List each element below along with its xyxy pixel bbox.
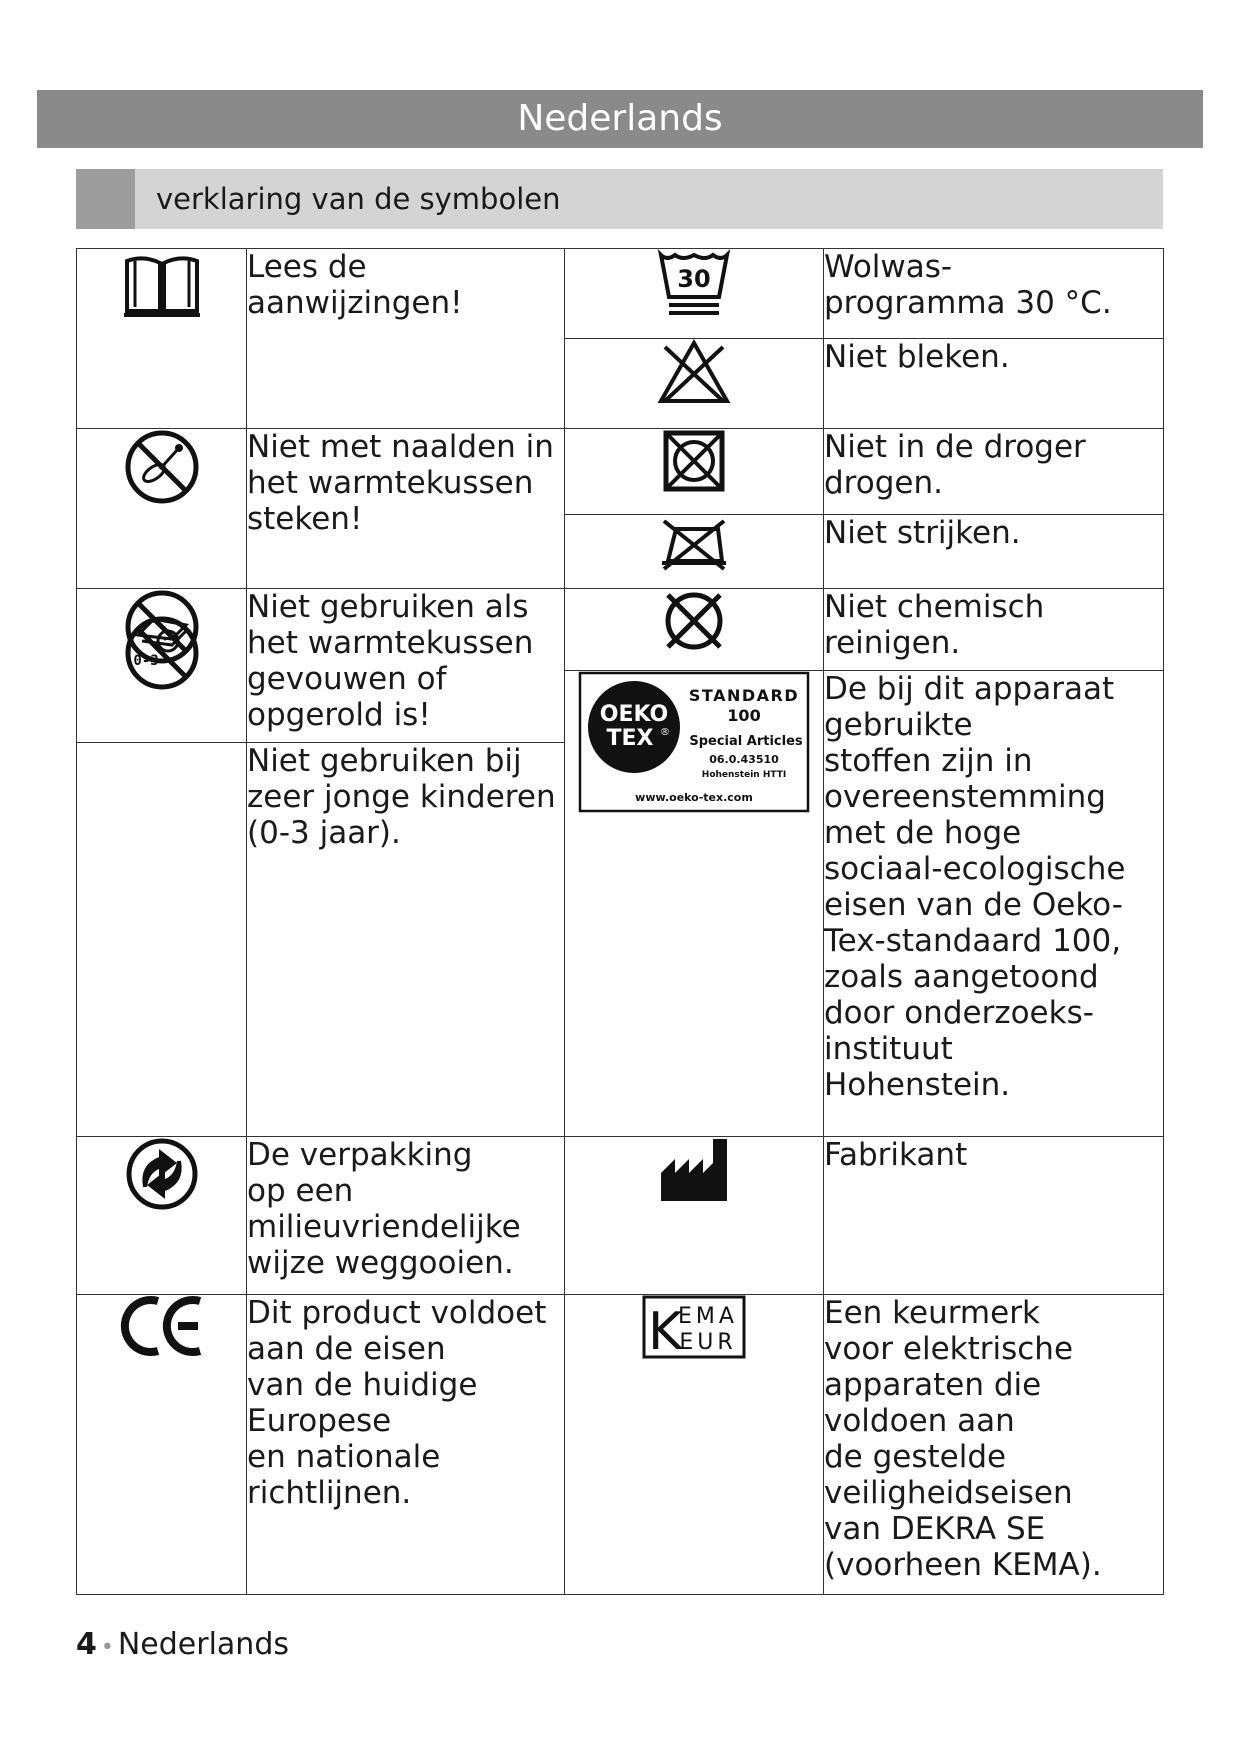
packaging-text: De verpakking op een milieuvriendelijke wijze weggooien. [247, 1137, 565, 1295]
oeko-tex-text: De bij dit apparaat gebruikte stoffen zijn in overeenstemming met de hoge sociaal-ecologische eisen van de Oeko- Tex-standaard 100, zoals aangetoond door onderzoeks- instituut Hohenstein. [824, 671, 1164, 1137]
ce-text: Dit product voldoet aan de eisen van de huidige Europese en nationale richtlijnen. [247, 1295, 565, 1595]
green-dot-recycle-icon [125, 1155, 199, 1191]
no-needles-icon [124, 448, 200, 484]
svg-text:0-3: 0-3 [132, 653, 159, 669]
no-dry-clean-icon-cell [565, 589, 824, 671]
wash-tub-30-icon [657, 266, 731, 302]
no-children-text: Niet gebruiken bij zeer jonge kinderen (0-3 jaar). [247, 743, 565, 1137]
svg-text:STANDARD: STANDARD [688, 686, 800, 705]
svg-text:OEKO: OEKO [599, 702, 669, 727]
no-bleach-icon-cell [565, 339, 824, 429]
kema-keur-icon [642, 1302, 746, 1359]
section-header [76, 169, 1163, 229]
page-number: 4 [76, 1627, 97, 1662]
read-instructions-icon-cell [77, 249, 247, 429]
svg-text:www.oeko-tex.com: www.oeko-tex.com [635, 791, 753, 804]
no-needles-text: Niet met naalden in het warmtekussen steken! [247, 429, 565, 589]
no-needles-icon-cell [77, 429, 247, 589]
oeko-tex-logo-icon [578, 686, 810, 804]
no-bleach-text: Niet bleken. [824, 339, 1164, 429]
svg-text:100: 100 [727, 706, 761, 725]
no-children-icon [124, 634, 200, 670]
svg-text:®: ® [660, 727, 670, 738]
page-footer [76, 1627, 289, 1662]
footer-language: Nederlands [117, 1627, 289, 1662]
kema-text: Een keurmerk voor elektrische apparaten die voldoen aan de gestelde veiligheidseisen van DEKRA SE (voorheen KEMA). [824, 1295, 1164, 1595]
no-iron-icon-cell [565, 515, 824, 589]
section-marker [76, 169, 135, 229]
svg-text:TEX: TEX [606, 726, 654, 751]
section-title: verklaring van de symbolen [156, 182, 561, 216]
no-children-icon-cell [77, 653, 247, 1137]
no-dryer-text: Niet in de droger drogen. [824, 429, 1164, 515]
manufacturer-icon-cell [565, 1137, 824, 1295]
svg-text:Special Articles: Special Articles [689, 734, 803, 749]
svg-text:EMA: EMA [678, 1304, 738, 1329]
no-iron-icon [658, 524, 730, 560]
manufacturer-text: Fabrikant [824, 1137, 1164, 1295]
svg-text:K: K [648, 1302, 683, 1359]
svg-text:EUR: EUR [679, 1330, 737, 1355]
svg-text:30: 30 [677, 265, 711, 293]
no-dry-clean-icon [660, 602, 728, 638]
read-instructions-text: Lees de aanwijzingen! [247, 249, 565, 429]
no-bleach-icon [657, 354, 731, 390]
no-tumble-dry-icon [660, 442, 728, 478]
ce-icon-cell [77, 1295, 247, 1595]
footer-separator: • [100, 1635, 114, 1660]
packaging-icon-cell [77, 1137, 247, 1295]
kema-icon-cell [565, 1295, 824, 1595]
ce-mark-icon [120, 1307, 204, 1343]
no-iron-text: Niet strijken. [824, 515, 1164, 589]
oeko-tex-icon-cell [565, 671, 824, 1137]
book-icon [122, 265, 202, 301]
language-header: Nederlands [37, 90, 1203, 148]
wool-wash-icon-cell [565, 249, 824, 339]
no-dry-clean-text: Niet chemisch reinigen. [824, 589, 1164, 671]
symbols-table [76, 248, 1164, 1595]
no-folded-text: Niet gebruiken als het warmtekussen gevouwen of opgerold is! [247, 589, 565, 743]
wool-wash-text: Wolwas- programma 30 °C. [824, 249, 1164, 339]
svg-text:06.0.43510: 06.0.43510 [709, 753, 779, 766]
svg-text:Hohenstein HTTI: Hohenstein HTTI [701, 770, 787, 780]
no-dryer-icon-cell [565, 429, 824, 515]
factory-icon [659, 1151, 729, 1187]
